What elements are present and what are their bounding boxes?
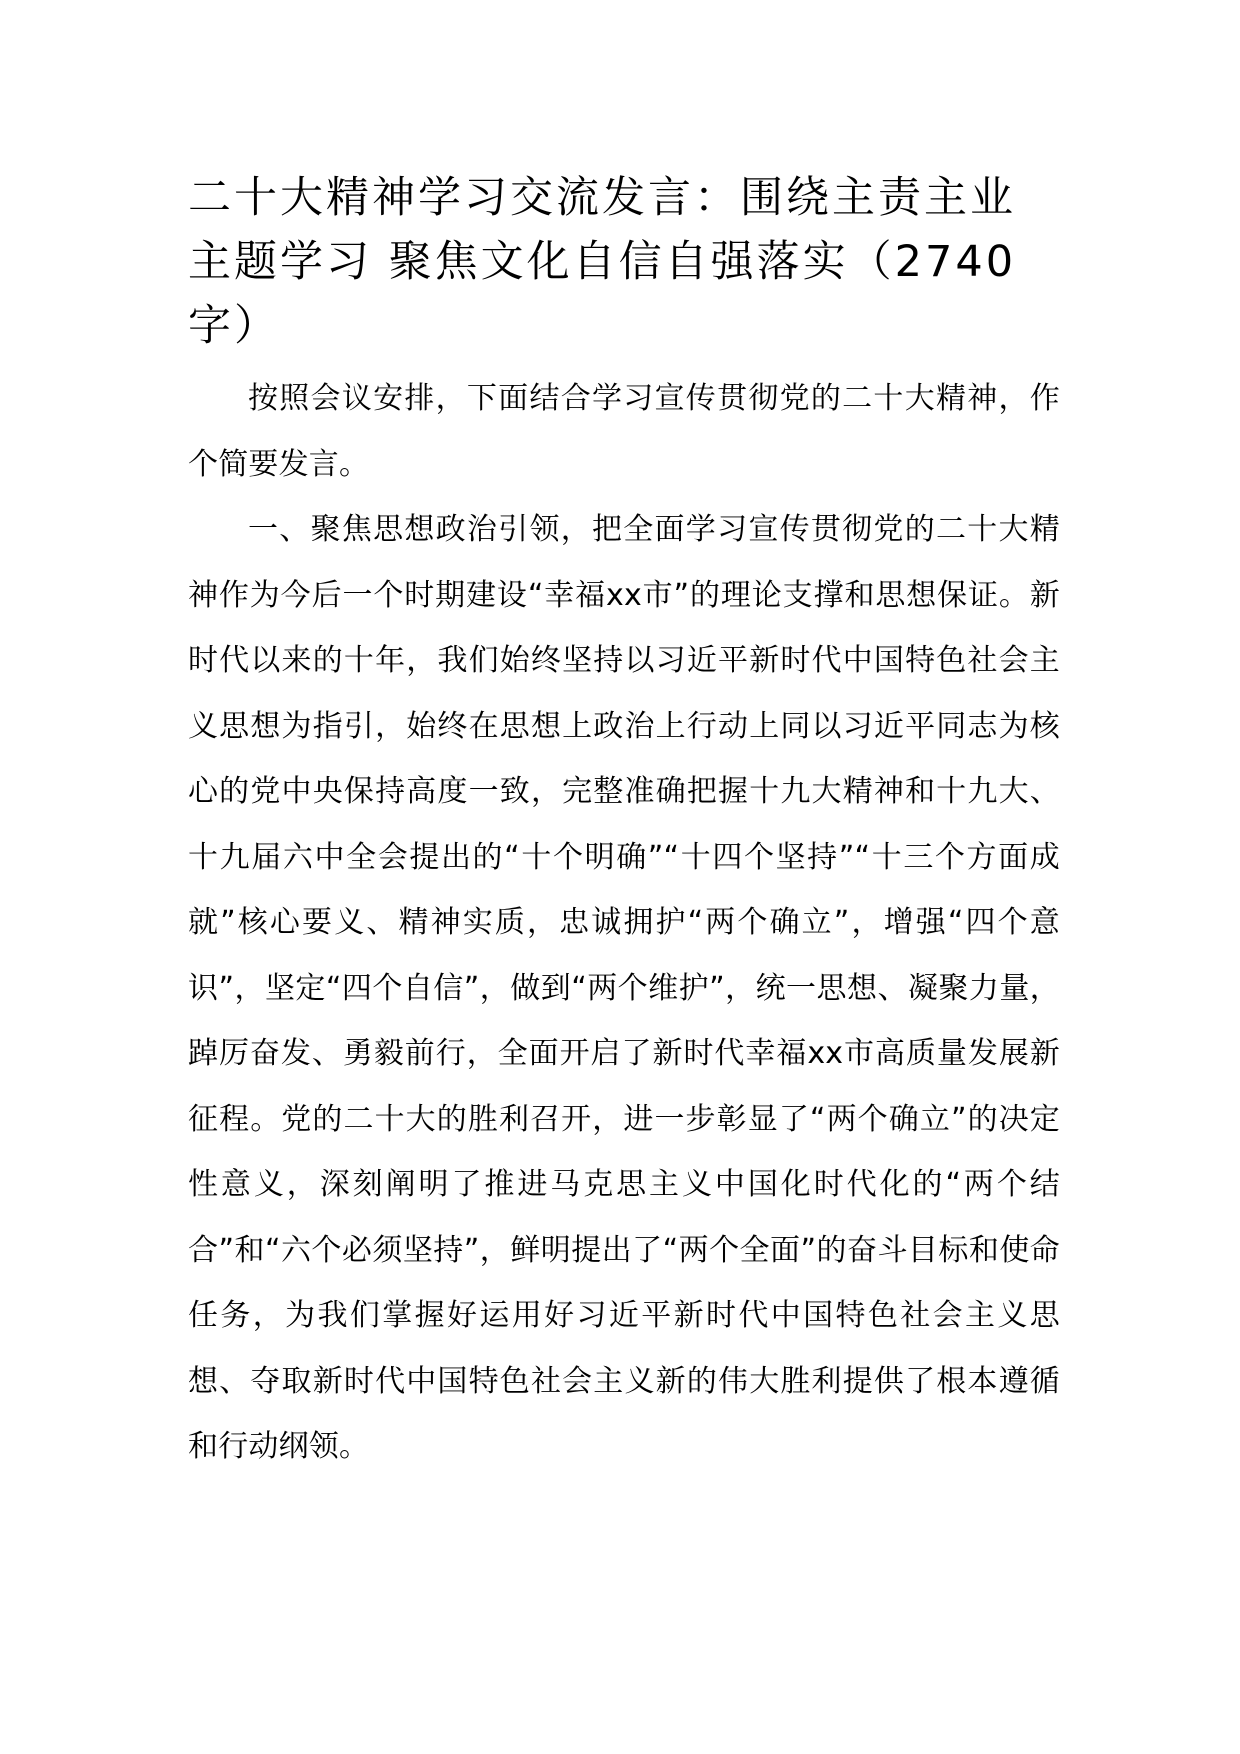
intro-paragraph: 按照会议安排，下面结合学习宣传贯彻党的二十大精神，作个简要发言。 [188,381,1060,482]
document-title: 二十大精神学习交流发言：围绕主责主业主题学习 聚焦文化自信自强落实（2740字） [188,173,1017,351]
section-one-paragraph: 一、聚焦思想政治引领，把全面学习宣传贯彻党的二十大精神作为今后一个时期建设“幸福xx市”的理论支撑和思想保证。新时代以来的十年，我们始终坚持以习近平新时代中国特色社会主义思想为指引，始终在思想上政治上行动上同以习近平同志为核心的党中央保持高度一致，完整准确把握十九大精神和十九大、十九届六中全会提出的“十个明确”“十四个坚持”“十三个方面成就”核心要义、精神实质，忠诚拥护“两个确立”，增强“四个意识”，坚定“四个自信”，做到“两个维护”，统一思想、凝聚力量，踔厉奋发、勇毅前行，全面开启了新时代幸福xx市高质量发展新征程。党的二十大的胜利召开，进一步彰显了“两个确立”的决定性意义，深刻阐明了推进马克思主义中国化时代化的“两个结合”和“六个必须坚持”，鲜明提出了“两个全面”的奋斗目标和使命任务，为我们掌握好运用好习近平新时代中国特色社会主义思想、夺取新时代中国特色社会主义新的伟大胜利提供了根本遵循和行动纲领。 [188,512,1060,1464]
document-body [188,166,1060,1480]
